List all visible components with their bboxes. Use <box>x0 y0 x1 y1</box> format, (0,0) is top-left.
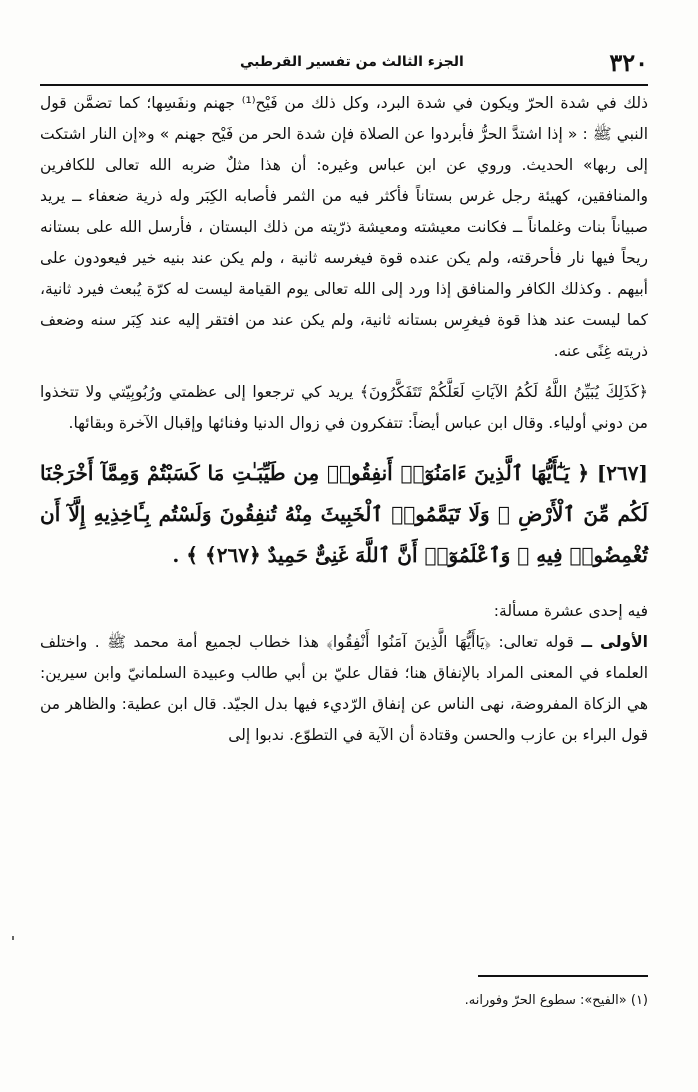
issue-text: قوله تعالى: ﴿يَاأَيُّهَا الَّذِينَ آمَنُوا أَنْفِقُوا﴾ هذا خطاب لجميع أمة محمد ﷺ . واختلف العلماء في المعنى المراد بالإنفاق هنا؛ فقال عليّ بن أبي طالب وعبيدة السلمانيّ وابن سيرين: هي الزكاة المفروضة، نهى الناس عن إنفاق الرّديء فيها بدل الجيّد. قال ابن عطية: والظاهر من قول البراء بن عازب والحسن وقتادة أن الآية في التطوّع. ندبوا إلى <box>40 633 648 744</box>
page-body <box>40 88 648 751</box>
paragraph-1: ذلك في شدة الحرّ ويكون في شدة البرد، وكل ذلك من فَيْح⁽¹⁾ جهنم ونفَسِها؛ كما تضمَّن قول النبي ﷺ : « إذا اشتدَّ الحرُّ فأبردوا عن الصلاة فإن شدة الحر من فَيْح جهنم » و«إن النار اشتكت إلى ربها» الحديث. وروي عن ابن عباس وغيره: أن هذا مثلٌ ضربه الله تعالى للكافرين والمنافقين، كهيئة رجل غرس بستاناً فأكثر فيه من الثمر فأصابه الكِبَر وله ذرية ضعفاء ــ يريد صبياناً بنات وغلماناً ــ فكانت معيشته ومعيشة ذرّيته من ذلك البستان ، فأرسل الله على بستانه ريحاً فيها نار فأحرقته، ولم يكن عنده قوة فيغرسه ثانية ، ولم يكن عند بنيه خير فيعودون على أبيهم . وكذلك الكافر والمنافق إذا ورد إلى الله تعالى يوم القيامة ليست له كرّة يُبعث فيرد ثانية، كما ليست عند هذا قوة فيغرِس بستانه ثانية، ولم يكن عند من افتقر إليه عند كِبَر سنه وضعف ذريته غِنًى عنه. <box>40 94 648 360</box>
margin-mark <box>12 936 14 940</box>
verse-number: [٢٦٧] <box>596 461 648 485</box>
section-intro: فيه إحدى عشرة مسألة: <box>493 602 648 620</box>
page-number: ٣٢٠ <box>609 47 648 77</box>
running-title: الجزء الثالث من تفسير القرطبي <box>240 54 464 70</box>
page-header <box>40 40 648 86</box>
paragraph-2: ﴿كَذَلِكَ يُبَيِّنُ اللَّهُ لَكُمُ الآيَاتِ لَعَلَّكُمْ تَتَفَكَّرُونَ﴾ يريد كي ترجعوا إلى عظمتي ورُبُوبِيّتي ولا تتخذوا من دوني أولياء. وقال ابن عباس أيضاً: تتفكرون في زوال الدنيا وفنائها وإقبال الآخرة وبقائها. <box>40 383 648 432</box>
footnote-separator <box>478 975 648 977</box>
verse-267 <box>40 453 648 576</box>
verse-text: ﴿ يَـٰٓأَيُّهَا ٱلَّذِينَ ءَامَنُوٓا۟ أَنفِقُوا۟ مِن طَيِّبَـٰتِ مَا كَسَبْتُمْ وَمِمَّآ أَخْرَجْنَا لَكُم مِّنَ ٱلْأَرْضِ ۖ وَلَا تَيَمَّمُوا۟ ٱلْخَبِيثَ مِنْهُ تُنفِقُونَ وَلَسْتُم بِـَٔاخِذِيهِ إِلَّآ أَن تُغْمِضُوا۟ فِيهِ ۚ وَٱعْلَمُوٓا۟ أَنَّ ٱللَّهَ غَنِىٌّ حَمِيدٌ ﴿٢٦٧﴾ ﴾ . <box>40 461 648 567</box>
first-issue <box>40 627 648 751</box>
footnote: (١) «الفيح»: سطوع الحرّ وفورانه. <box>464 993 648 1008</box>
issue-label: الأولى ــ <box>581 633 648 651</box>
